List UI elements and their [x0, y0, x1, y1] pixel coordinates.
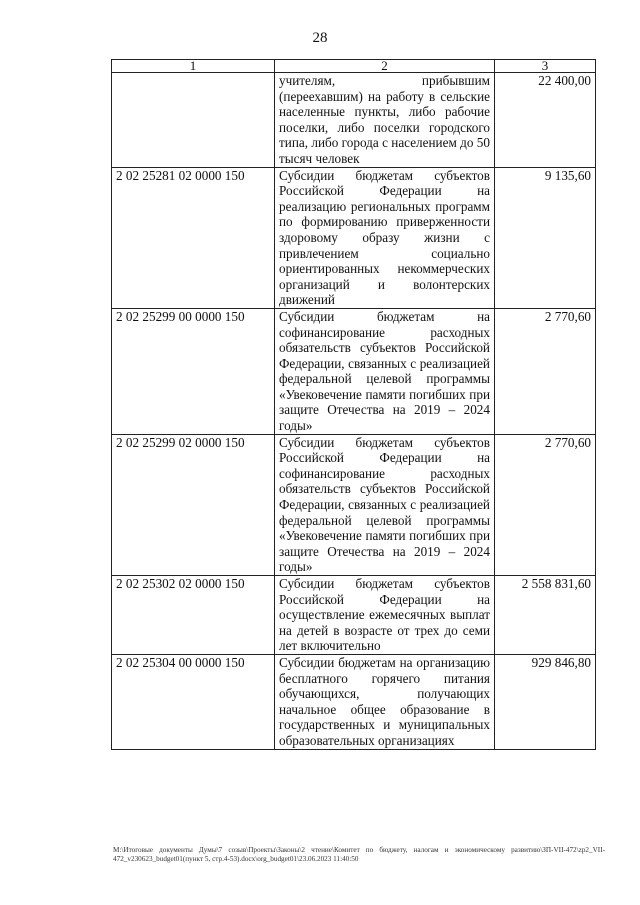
row-code: 2 02 25302 02 0000 150: [112, 576, 275, 655]
row-code: 2 02 25299 00 0000 150: [112, 308, 275, 434]
table-header-row: [112, 60, 596, 73]
row-description: Субсидии бюджетам на организацию бесплатного горячего питания обучающихся, получающих начальное общее образование в государственных и муниципальных образовательных организациях: [275, 654, 495, 749]
row-amount: 2 770,60: [495, 434, 596, 575]
row-description: Субсидии бюджетам на софинансирование расходных обязательств субъектов Российской Федерации, связанных с реализацией федеральной целевой программы «Увековечение памяти погибших при защите Отечества на 2019 – 2024 годы»: [275, 308, 495, 434]
row-amount: 22 400,00: [495, 73, 596, 168]
row-amount: 2 770,60: [495, 308, 596, 434]
budget-table: [111, 59, 596, 750]
table-row: [112, 308, 596, 434]
table-row: [112, 576, 596, 655]
table-row: [112, 654, 596, 749]
row-code: 2 02 25304 00 0000 150: [112, 654, 275, 749]
row-description: Субсидии бюджетам субъектов Российской Федерации на реализацию региональных программ по формированию приверженности здоровому образу жизни с привлечением социально ориентированных некоммерческих организаций и волонтерских движений: [275, 167, 495, 308]
row-amount: 929 846,80: [495, 654, 596, 749]
row-description: Субсидии бюджетам субъектов Российской Федерации на осуществление ежемесячных выплат на детей в возрасте от трех до семи лет включительно: [275, 576, 495, 655]
page-number: 28: [312, 30, 328, 46]
table-row: [112, 73, 596, 168]
row-description: учителям, прибывшим (переехавшим) на работу в сельские населенные пункты, либо рабочие поселки, либо поселки городского типа, либо города с населением до 50 тысяч человек: [275, 73, 495, 168]
header-col-1: 1: [112, 60, 275, 73]
row-amount: 2 558 831,60: [495, 576, 596, 655]
table-row: [112, 434, 596, 575]
row-amount: 9 135,60: [495, 167, 596, 308]
header-col-2: 2: [275, 60, 495, 73]
row-code: [112, 73, 275, 168]
row-description: Субсидии бюджетам субъектов Российской Федерации на софинансирование расходных обязательств субъектов Российской Федерации, связанных с реализацией федеральной целевой программы «Увековечение памяти погибших при защите Отечества на 2019 – 2024 годы»: [275, 434, 495, 575]
file-path-footer: M:\Итоговые документы Думы\7 созыв\Проекты\Законы\2 чтение\Комитет по бюджету, налогам и экономическому развитию\ЗП-VII-472\zp2_VII-472_v230623_budget01(пункт 5, стр.4-53).docx\org_budget01\23.06.2023 11:40:50: [113, 846, 605, 863]
row-code: 2 02 25281 02 0000 150: [112, 167, 275, 308]
header-col-3: 3: [495, 60, 596, 73]
row-code: 2 02 25299 02 0000 150: [112, 434, 275, 575]
table-row: [112, 167, 596, 308]
